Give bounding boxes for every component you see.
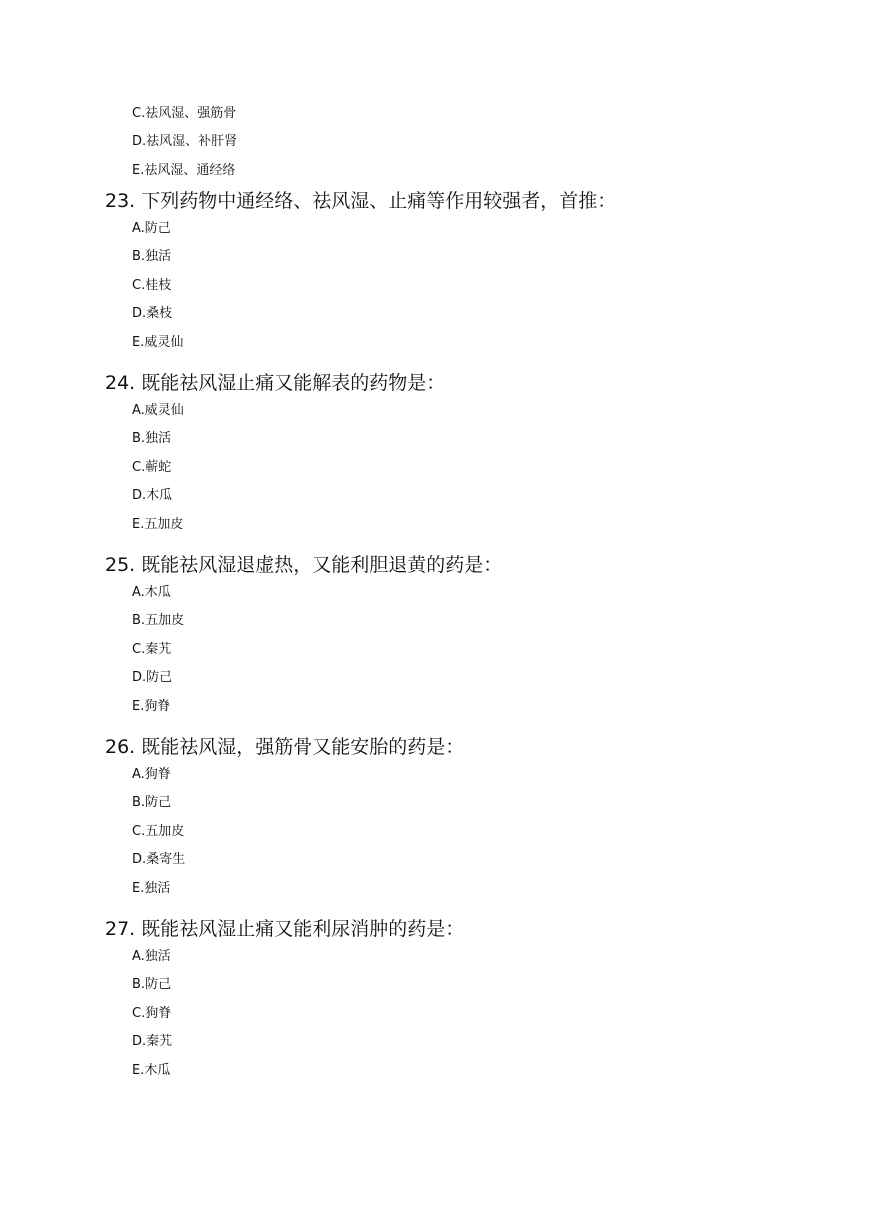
option-letter: D. <box>132 134 147 150</box>
question-number: 25. <box>105 554 136 576</box>
option-letter: E. <box>132 880 145 896</box>
question-26 <box>105 733 805 907</box>
option-letter: E. <box>132 516 145 532</box>
option-list <box>132 219 805 361</box>
option-letter: A. <box>132 585 145 600</box>
option-list <box>132 765 805 907</box>
option-text: 秦艽 <box>146 1034 173 1050</box>
option-a <box>132 219 805 247</box>
option-letter: E. <box>132 698 145 714</box>
option-letter: C. <box>132 106 146 121</box>
question-text: 既能祛风湿止痛又能解表的药物是： <box>141 372 446 394</box>
option-letter: B. <box>132 431 146 447</box>
option-letter: C. <box>132 459 146 475</box>
option-e <box>132 879 805 907</box>
option-d <box>132 486 805 514</box>
option-text: 祛风湿、通经络 <box>144 162 236 178</box>
option-text: 木瓜 <box>144 585 171 600</box>
option-text: 狗脊 <box>145 1005 172 1021</box>
option-letter: A. <box>132 767 145 782</box>
option-letter: D. <box>132 1034 147 1050</box>
option-a <box>132 583 805 611</box>
option-letter: B. <box>132 795 146 811</box>
option-text: 独活 <box>145 431 172 447</box>
option-text: 狗脊 <box>144 767 171 782</box>
option-e <box>132 333 805 361</box>
option-c <box>132 458 805 486</box>
option-text: 威灵仙 <box>144 403 184 418</box>
question-text: 既能祛风湿，强筋骨又能安胎的药是： <box>141 736 465 758</box>
option-text: 防己 <box>145 795 172 811</box>
question-title <box>105 369 805 401</box>
option-c <box>132 822 805 850</box>
option-d <box>132 304 805 332</box>
option-letter: C. <box>132 823 146 839</box>
option-text: 防己 <box>145 977 172 993</box>
option-letter: E. <box>132 162 145 178</box>
option-text: 威灵仙 <box>144 334 184 350</box>
option-letter: B. <box>132 249 146 265</box>
question-title <box>105 733 805 765</box>
question-title <box>105 915 805 947</box>
question-number: 24. <box>105 372 136 394</box>
option-text: 独活 <box>144 949 171 964</box>
option-letter: C. <box>132 1005 146 1021</box>
option-b <box>132 611 805 639</box>
option-letter: D. <box>132 670 147 686</box>
question-number: 26. <box>105 736 136 758</box>
option-letter: B. <box>132 977 146 993</box>
question-number: 23. <box>105 190 136 212</box>
option-letter: D. <box>132 306 147 322</box>
option-text: 五加皮 <box>145 613 185 629</box>
option-list <box>132 401 805 543</box>
option-b <box>132 429 805 457</box>
option-text: 防己 <box>146 670 173 686</box>
option-letter: E. <box>132 1062 145 1078</box>
option-a <box>132 947 805 975</box>
option-text: 五加皮 <box>144 516 184 532</box>
option-b <box>132 247 805 275</box>
option-c <box>132 640 805 668</box>
option-c <box>132 276 805 304</box>
option-text: 桑枝 <box>146 306 173 322</box>
option-text: 木瓜 <box>144 1062 171 1078</box>
question-25 <box>105 551 805 725</box>
option-letter: D. <box>132 488 147 504</box>
option-text: 独活 <box>144 880 171 896</box>
option-b <box>132 793 805 821</box>
option-text: 祛风湿、强筋骨 <box>145 106 237 121</box>
question-text: 既能祛风湿退虚热，又能利胆退黄的药是： <box>141 554 503 576</box>
option-list <box>132 947 805 1089</box>
option-letter: A. <box>132 403 145 418</box>
option-text: 木瓜 <box>146 488 173 504</box>
option-e <box>132 697 805 725</box>
question-title <box>105 551 805 583</box>
option-text: 独活 <box>145 249 172 265</box>
question-23 <box>105 187 805 361</box>
option-d <box>132 850 805 878</box>
option-text: 祛风湿、补肝肾 <box>146 134 238 150</box>
option-text: 蕲蛇 <box>145 459 172 475</box>
option-text: 秦艽 <box>145 641 172 657</box>
option-c <box>132 104 237 132</box>
option-list <box>132 583 805 725</box>
option-letter: A. <box>132 949 145 964</box>
option-letter: D. <box>132 852 147 868</box>
option-letter: A. <box>132 221 145 236</box>
option-d <box>132 1032 805 1060</box>
previous-question-options <box>132 104 237 189</box>
option-e <box>132 161 237 189</box>
question-number: 27. <box>105 918 136 940</box>
option-d <box>132 668 805 696</box>
option-c <box>132 1004 805 1032</box>
option-text: 狗脊 <box>144 698 171 714</box>
question-27 <box>105 915 805 1089</box>
option-letter: C. <box>132 277 146 293</box>
option-text: 防己 <box>144 221 171 236</box>
option-b <box>132 975 805 1003</box>
question-text: 下列药物中通经络、祛风湿、止痛等作用较强者，首推： <box>141 190 617 212</box>
option-text: 五加皮 <box>145 823 185 839</box>
option-letter: B. <box>132 613 146 629</box>
option-text: 桂枝 <box>145 277 172 293</box>
option-d <box>132 132 237 160</box>
question-24 <box>105 369 805 543</box>
option-a <box>132 401 805 429</box>
option-e <box>132 1061 805 1089</box>
option-e <box>132 515 805 543</box>
question-title <box>105 187 805 219</box>
option-text: 桑寄生 <box>146 852 186 868</box>
option-letter: C. <box>132 641 146 657</box>
question-text: 既能祛风湿止痛又能利尿消肿的药是： <box>141 918 465 940</box>
option-a <box>132 765 805 793</box>
option-letter: E. <box>132 334 145 350</box>
